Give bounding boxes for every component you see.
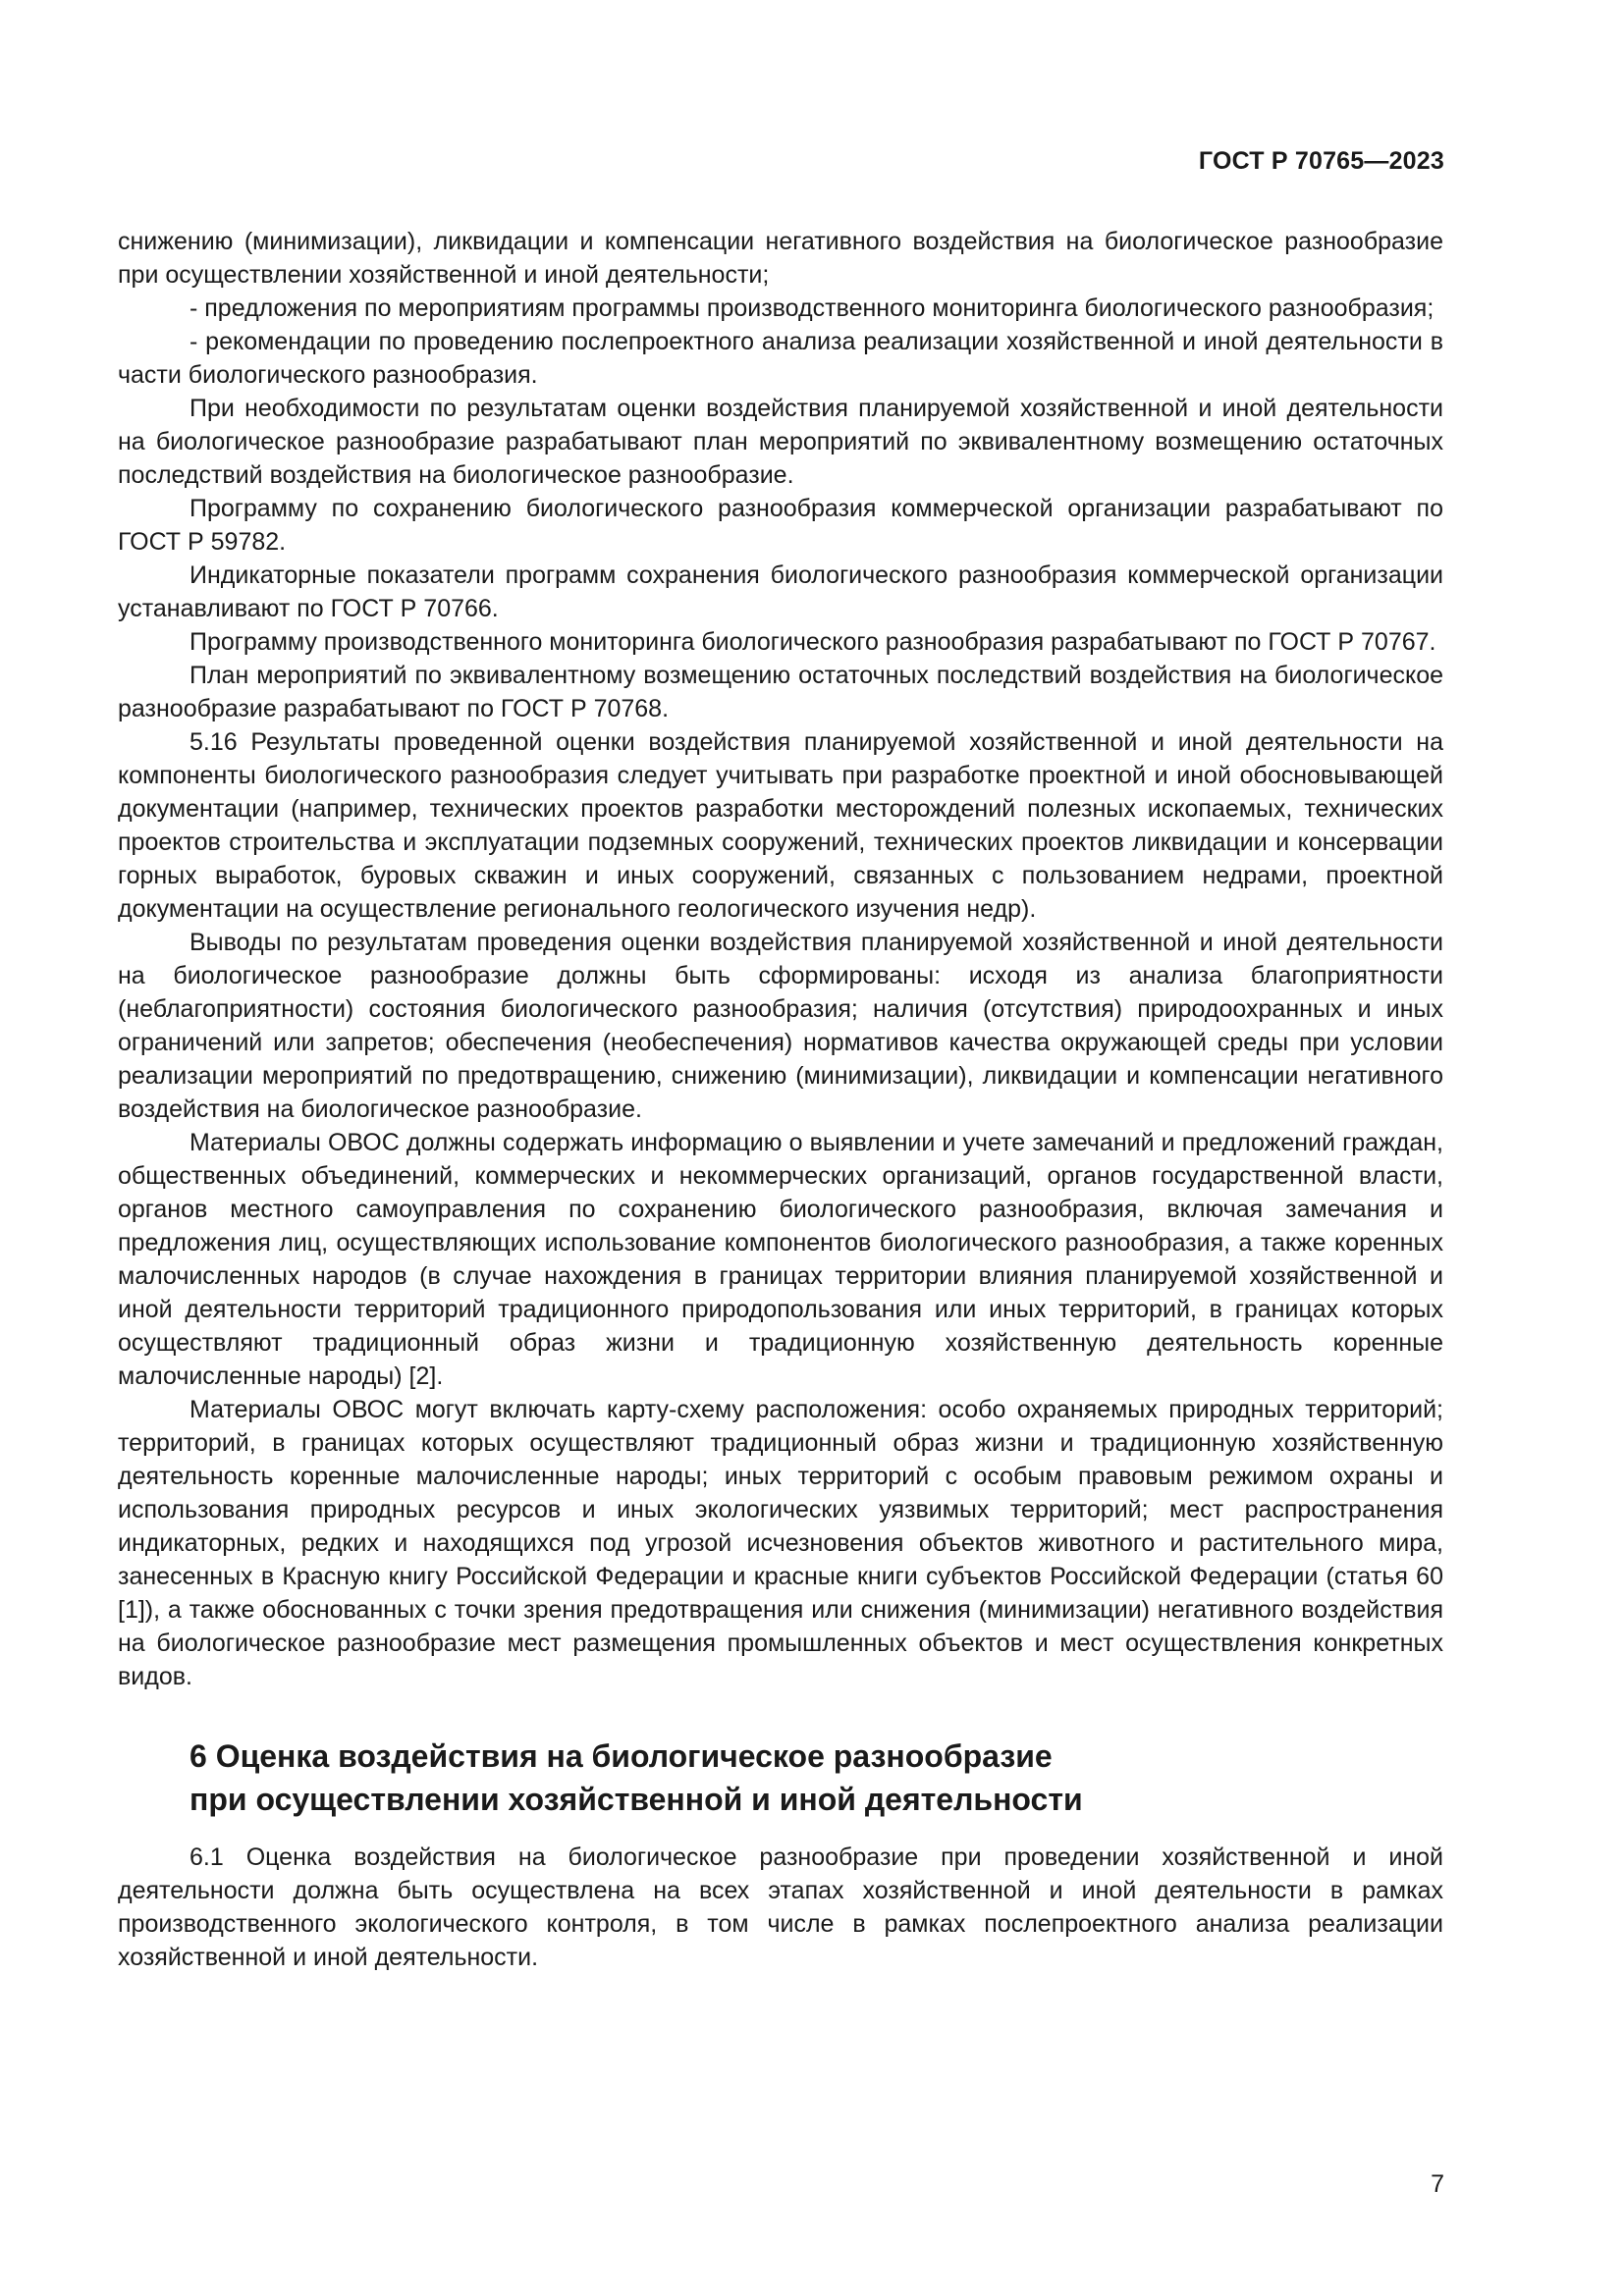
clause-6-1: 6.1 Оценка воздействия на биологическое разнообразие при проведении хозяйственной и иной деятельности должна быть осуществлена на всех этапах хозяйственной и иной деятельности в рамках производственного экологического контроля, в том числе в рамках послепроектного анализа реализации хозяйственной и иной деятельности. — [118, 1843, 1443, 1971]
paragraph: При необходимости по результатам оценки воздействия планируемой хозяйственной и иной деятельности на биологическое разнообразие разрабатывают план мероприятий по эквивалентному возмещению остаточных последствий воздействия на биологическое разнообразие. — [118, 395, 1443, 489]
paragraph: снижению (минимизации), ликвидации и компенсации негативного воздействия на биологическое разнообразие при осуществлении хозяйственной и иной деятельности; — [118, 228, 1443, 289]
paragraph: Выводы по результатам проведения оценки воздействия планируемой хозяйственной и иной деятельности на биологическое разнообразие должны быть сформированы: исходя из анализа благоприятности (неблагоприятности) состояния биологического разнообразия; наличия (отсутствия) природоохранных и иных ограничений или запретов; обеспечения (необеспечения) нормативов качества окружающей среды при условии реализации мероприятий по предотвращению, снижению (минимизации), ликвидации и компенсации негативного воздействия на биологическое разнообразие. — [118, 929, 1443, 1123]
list-item-postproject-recommendations: - рекомендации по проведению послепроектного анализа реализации хозяйственной и иной деятельности в части биологического разнообразия. — [118, 328, 1443, 389]
section-title-line: 6 Оценка воздействия на биологическое разнообразие — [189, 1738, 1053, 1774]
paragraph: Материалы ОВОС могут включать карту-схему расположения: особо охраняемых природных территорий; территорий, в границах которых осуществляют традиционный образ жизни и традиционную хозяйственную деятельность коренные малочисленные народы; иных территорий с особым правовым режимом охраны и использования природных ресурсов и иных экологических уязвимых территорий; мест распространения индикаторных, редких и находящихся под угрозой исчезновения объектов животного и растительного мира, занесенных в Красную книгу Российской Федерации и красные книги субъектов Российской Федерации (статья 60 [1]), а также обоснованных с точки зрения предотвращения или снижения (минимизации) негативного воздействия на биологическое разнообразие мест размещения промышленных объектов и мест осуществления конкретных видов. — [118, 1396, 1443, 1690]
section-6-heading — [189, 1735, 1443, 1821]
page-content — [118, 225, 1443, 1974]
page-number: 7 — [1431, 2170, 1444, 2198]
paragraph: Индикаторные показатели программ сохранения биологического разнообразия коммерческой организации устанавливают по ГОСТ Р 70766. — [118, 561, 1443, 622]
section-title-line: при осуществлении хозяйственной и иной деятельности — [189, 1782, 1083, 1817]
paragraph: Материалы ОВОС должны содержать информацию о выявлении и учете замечаний и предложений граждан, общественных объединений, коммерческих и некоммерческих организаций, органов государственной власти, органов местного самоуправления по сохранению биологического разнообразия, включая замечания и предложения лиц, осуществляющих использование компонентов биологического разнообразия, а также коренных малочисленных народов (в случае нахождения в границах территории влияния планируемой хозяйственной и иной деятельности территорий традиционного природопользования или иных территорий, в границах которых осуществляют традиционный образ жизни и традиционную хозяйственную деятельность коренные малочисленные народы) [2]. — [118, 1129, 1443, 1390]
list-item-monitoring-proposals: - предложения по мероприятиям программы производственного мониторинга биологического разнообразия; — [189, 294, 1435, 322]
clause-5-16: 5.16 Результаты проведенной оценки воздействия планируемой хозяйственной и иной деятельности на компоненты биологического разнообразия следует учитывать при разработке проектной и иной обосновывающей документации (например, технических проектов разработки месторождений полезных ископаемых, технических проектов строительства и эксплуатации подземных сооружений, технических проектов ликвидации и консервации горных выработок, буровых скважин и иных сооружений, связанных с пользованием недрами, проектной документации на осуществление регионального геологического изучения недр). — [118, 728, 1443, 923]
paragraph: План мероприятий по эквивалентному возмещению остаточных последствий воздействия на биологическое разнообразие разрабатывают по ГОСТ Р 70768. — [118, 662, 1443, 722]
paragraph: Программу производственного мониторинга биологического разнообразия разрабатывают по ГОСТ Р 70767. — [189, 628, 1436, 656]
document-code-header: ГОСТ Р 70765—2023 — [1198, 147, 1444, 175]
paragraph: Программу по сохранению биологического разнообразия коммерческой организации разрабатывают по ГОСТ Р 59782. — [118, 495, 1443, 556]
